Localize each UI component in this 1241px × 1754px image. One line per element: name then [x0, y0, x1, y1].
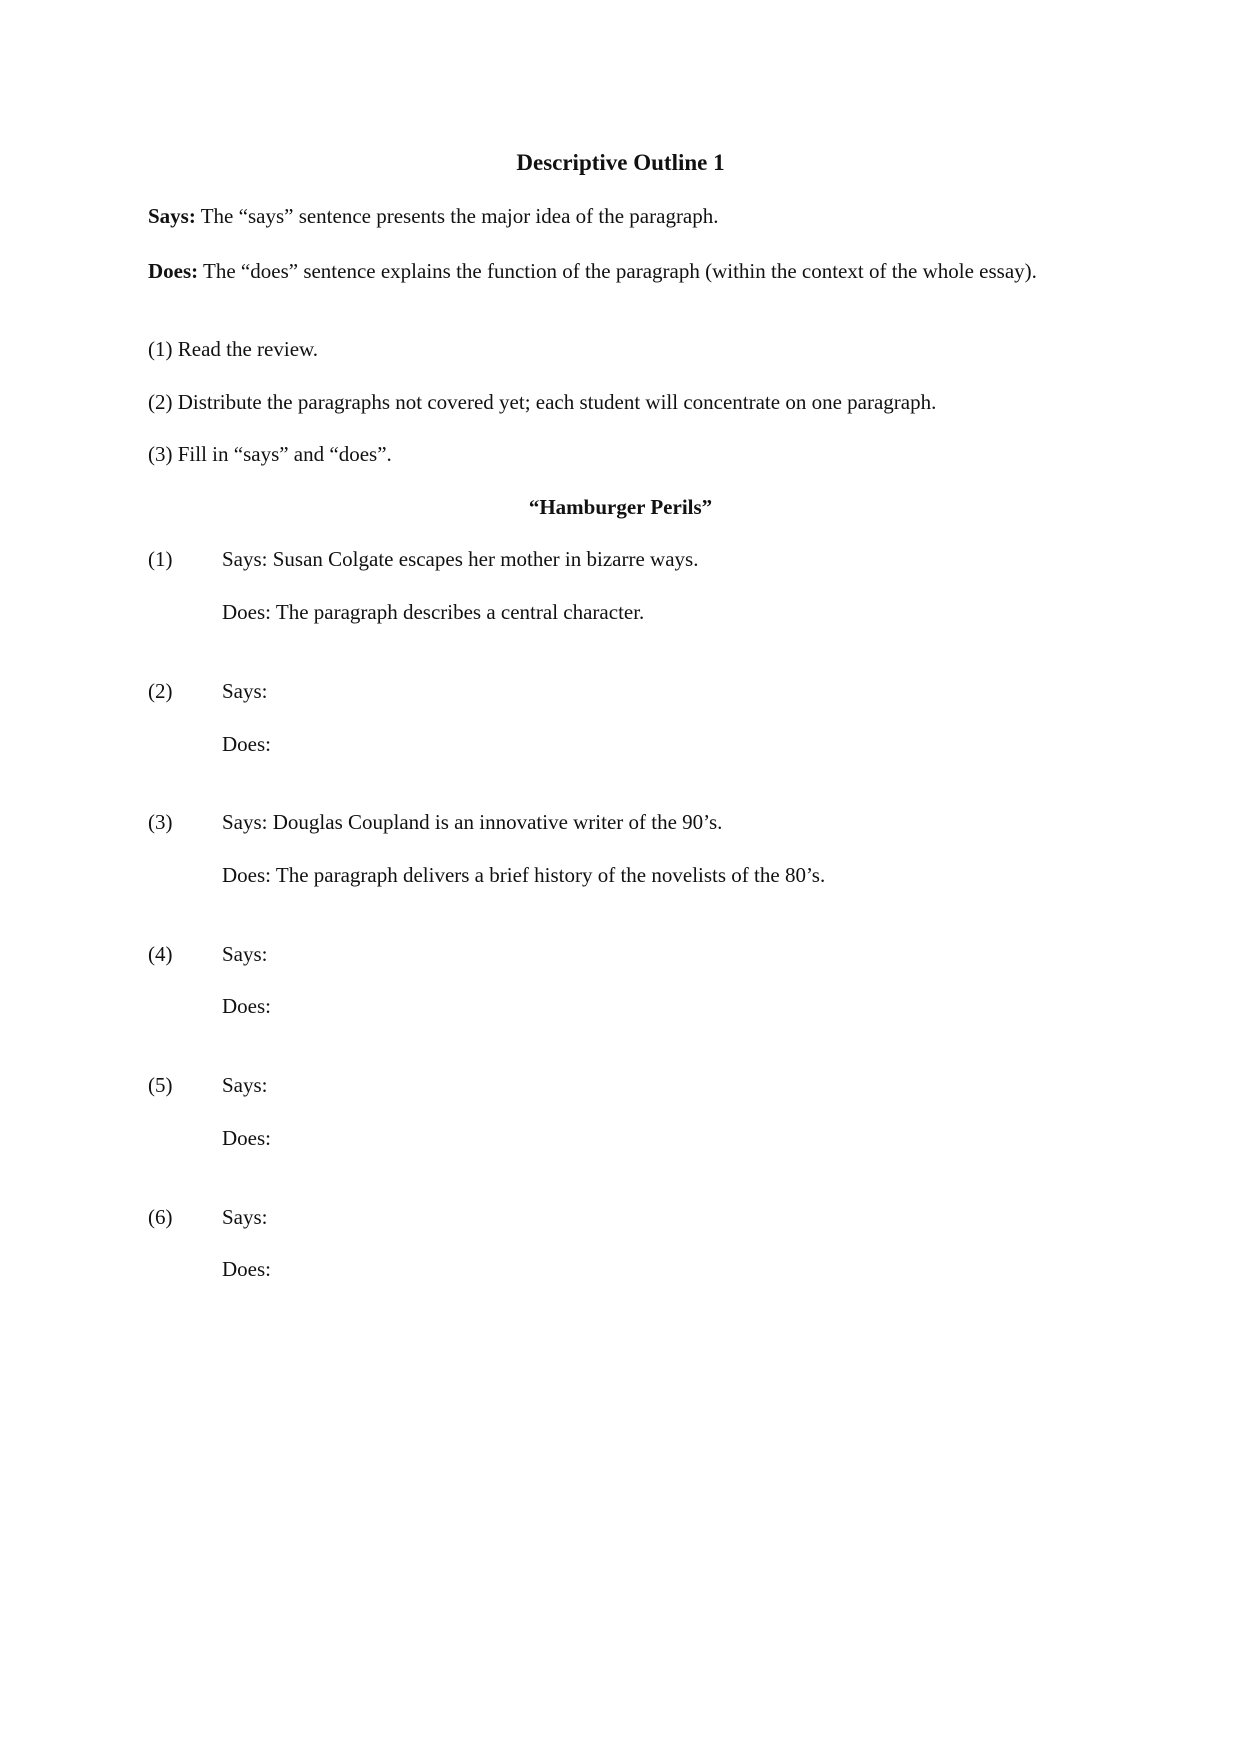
- says-definition-label: Says:: [148, 204, 196, 228]
- does-definition-label: Does:: [148, 259, 199, 283]
- entry-number: (3): [148, 810, 173, 834]
- essay-title: “Hamburger Perils”: [528, 495, 713, 519]
- instruction-3: (3) Fill in “says” and “does”.: [148, 442, 392, 466]
- entry-says: Says:: [222, 1205, 268, 1229]
- does-definition-text: The “does” sentence explains the function of the paragraph (within the context of the whole essay).: [203, 259, 1037, 283]
- entry-number: (2): [148, 679, 173, 703]
- entry-says: Says: Susan Colgate escapes her mother in bizarre ways.: [222, 547, 699, 571]
- entry-does: Does: The paragraph delivers a brief history of the novelists of the 80’s.: [222, 863, 826, 887]
- entry-number: (1): [148, 547, 173, 571]
- entry-does: Does:: [222, 1257, 271, 1281]
- instruction-2: (2) Distribute the paragraphs not covered yet; each student will concentrate on one paragraph.: [148, 390, 937, 414]
- instruction-1: (1) Read the review.: [148, 337, 319, 361]
- entry-does: Does:: [222, 994, 271, 1018]
- entry-does: Does:: [222, 1126, 271, 1150]
- entry-says: Says:: [222, 942, 268, 966]
- says-definition-text: The “says” sentence presents the major idea of the paragraph.: [200, 204, 719, 228]
- entry-says: Says: Douglas Coupland is an innovative writer of the 90’s.: [222, 810, 723, 834]
- says-definition: [148, 203, 1097, 229]
- entry-number: (5): [148, 1073, 173, 1097]
- entry-says: Says:: [222, 1073, 268, 1097]
- entry-does: Does:: [222, 732, 271, 756]
- page-title: Descriptive Outline 1: [516, 150, 725, 175]
- entry-number: (4): [148, 942, 173, 966]
- entry-says: Says:: [222, 679, 268, 703]
- entry-does: Does: The paragraph describes a central character.: [222, 600, 645, 624]
- entry-number: (6): [148, 1205, 173, 1229]
- does-definition: [148, 258, 1097, 284]
